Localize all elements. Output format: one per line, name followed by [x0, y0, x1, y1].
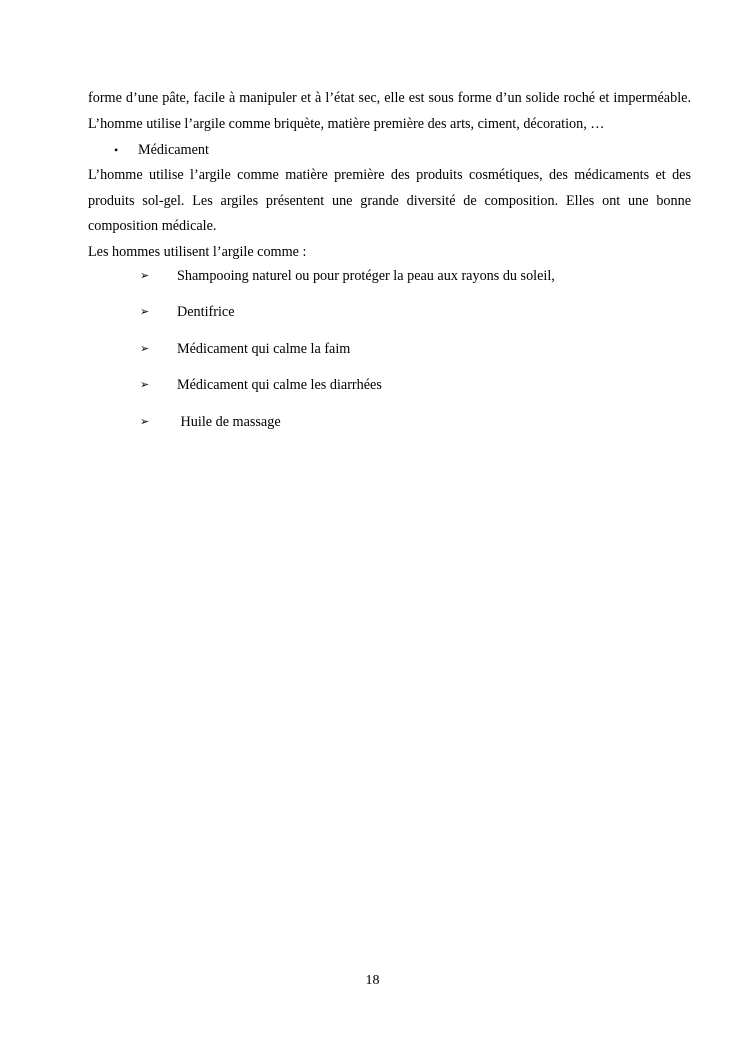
list-item-label: Médicament qui calme les diarrhées: [177, 377, 382, 394]
list-item-label: Dentifrice: [177, 304, 235, 321]
arrow-bullet-icon: ➢: [140, 414, 150, 428]
arrow-bullet-icon: ➢: [140, 378, 150, 392]
list-item: [88, 337, 691, 374]
arrow-bullet-icon: ➢: [140, 268, 150, 282]
paragraph-medical-uses: L’homme utilise l’argile comme matière première des produits cosmétiques, des médicaments et des produits sol-gel. Les argiles présentent une grande diversité de composition. Elles ont une bonne composition médicale.: [88, 167, 691, 235]
list-item: [88, 373, 691, 410]
list-item-label: Shampooing naturel ou pour protéger la peau aux rayons du soleil,: [177, 267, 555, 284]
list-item: [88, 264, 691, 301]
paragraph-clay-properties: forme d’une pâte, facile à manipuler et à l’état sec, elle est sous forme d’un solide roché et imperméable. L’homme utilise l’argile comme briquète, matière première des arts, ciment, décoration, …: [88, 90, 691, 132]
bullet-dot-icon: •: [114, 142, 119, 157]
bullet-item-label: Médicament: [138, 141, 209, 158]
list-item: [88, 300, 691, 337]
page-number: 18: [365, 973, 380, 988]
list-item-label: Huile de massage: [177, 413, 281, 430]
list-item: [88, 410, 691, 447]
uses-list: [88, 264, 691, 447]
list-item-label: Médicament qui calme la faim: [177, 340, 351, 357]
arrow-bullet-icon: ➢: [140, 341, 150, 355]
page-content: [88, 86, 691, 446]
bullet-item-medicament: [88, 138, 691, 164]
intro-line: Les hommes utilisent l’argile comme :: [88, 243, 307, 260]
arrow-bullet-icon: ➢: [140, 305, 150, 319]
